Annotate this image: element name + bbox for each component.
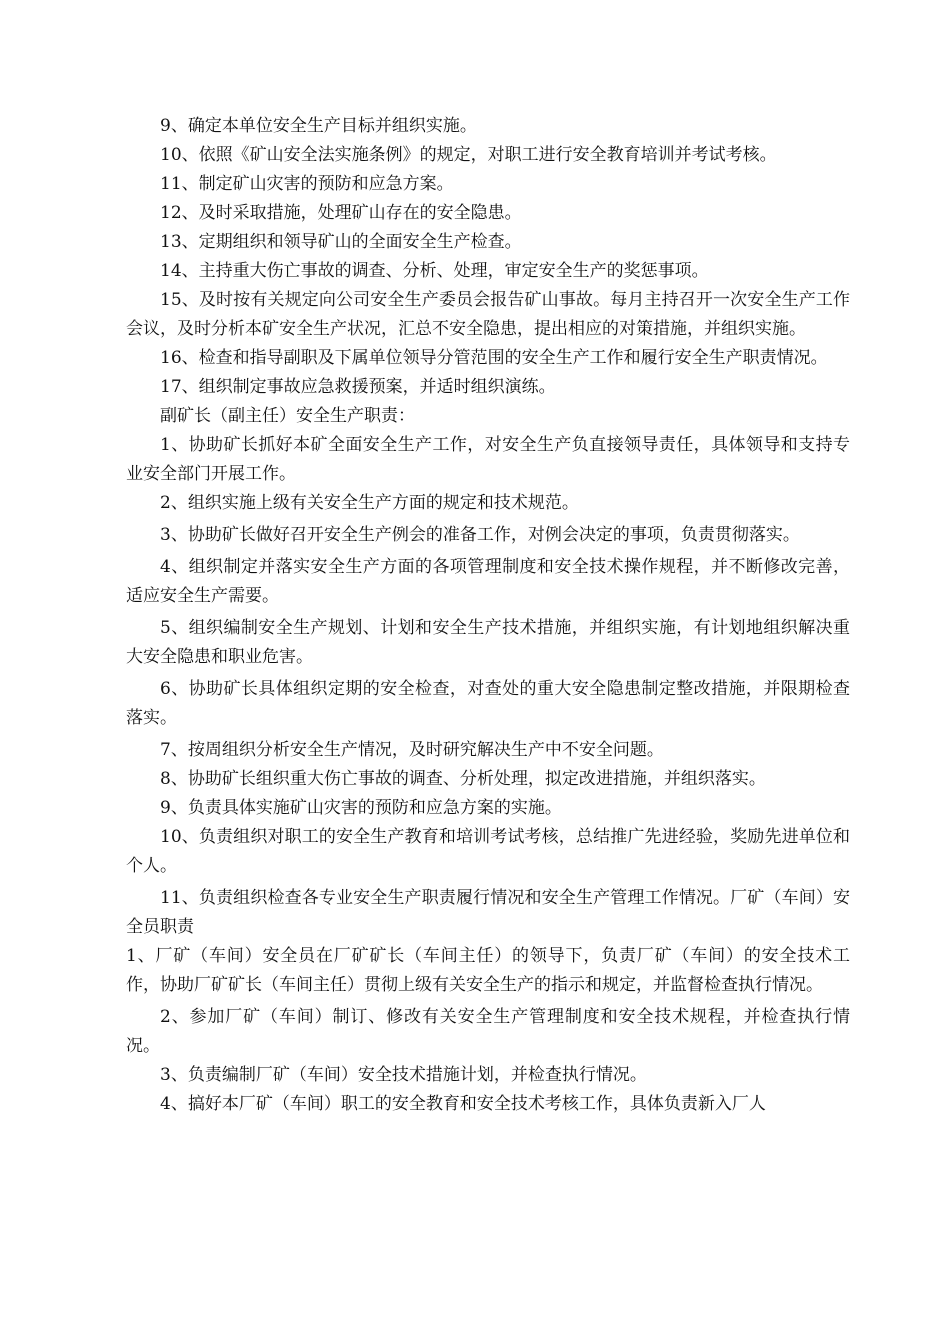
paragraph-item-17: 17、组织制定事故应急救援预案，并适时组织演练。	[160, 377, 556, 397]
safety-officer-duty-4: 4、搞好本厂矿（车间）职工的安全教育和安全技术考核工作，具体负责新入厂人	[160, 1094, 766, 1114]
deputy-duty-7: 7、按周组织分析安全生产情况，及时研究解决生产中不安全问题。	[160, 740, 664, 760]
deputy-duty-2: 2、组织实施上级有关安全生产方面的规定和技术规范。	[160, 493, 579, 513]
safety-officer-duty-2: 2、参加厂矿（车间）制订、修改有关安全生产管理制度和安全技术规程，并检查执行情况。	[126, 1007, 850, 1056]
paragraph-item-14: 14、主持重大伤亡事故的调查、分析、处理，审定安全生产的奖惩事项。	[160, 261, 709, 281]
deputy-duty-3: 3、协助矿长做好召开安全生产例会的准备工作，对例会决定的事项，负责贯彻落实。	[160, 525, 800, 545]
deputy-duty-1: 1、协助矿长抓好本矿全面安全生产工作，对安全生产负直接领导责任，具体领导和支持专业安全部门开展工作。	[126, 435, 850, 484]
safety-officer-duty-3: 3、负责编制厂矿（车间）安全技术措施计划，并检查执行情况。	[160, 1065, 647, 1085]
deputy-duty-10: 10、负责组织对职工的安全生产教育和培训考试考核，总结推广先进经验，奖励先进单位和个人。	[126, 827, 850, 876]
deputy-duty-4: 4、组织制定并落实安全生产方面的各项管理制度和安全技术操作规程，并不断修改完善，适应安全生产需要。	[126, 557, 850, 606]
paragraph-item-12: 12、及时采取措施，处理矿山存在的安全隐患。	[160, 203, 522, 223]
section-heading-deputy-director: 副矿长（副主任）安全生产职责：	[160, 406, 415, 426]
deputy-duty-11: 11、负责组织检查各专业安全生产职责履行情况和安全生产管理工作情况。厂矿（车间）安全员职责	[126, 888, 850, 937]
deputy-duty-9: 9、负责具体实施矿山灾害的预防和应急方案的实施。	[160, 798, 562, 818]
paragraph-item-15: 15、及时按有关规定向公司安全生产委员会报告矿山事故。每月主持召开一次安全生产工作会议，及时分析本矿安全生产状况，汇总不安全隐患，提出相应的对策措施，并组织实施。	[126, 290, 850, 339]
paragraph-item-9: 9、确定本单位安全生产目标并组织实施。	[160, 116, 477, 136]
document-body	[126, 112, 850, 1119]
paragraph-item-10: 10、依照《矿山安全法实施条例》的规定，对职工进行安全教育培训并考试考核。	[160, 145, 777, 165]
deputy-duty-6: 6、协助矿长具体组织定期的安全检查，对查处的重大安全隐患制定整改措施，并限期检查落实。	[126, 679, 850, 728]
safety-officer-duty-1: 1、厂矿（车间）安全员在厂矿矿长（车间主任）的领导下，负责厂矿（车间）的安全技术工作，协助厂矿矿长（车间主任）贯彻上级有关安全生产的指示和规定，并监督检查执行情况。	[126, 946, 850, 995]
paragraph-item-13: 13、定期组织和领导矿山的全面安全生产检查。	[160, 232, 522, 252]
paragraph-item-16: 16、检查和指导副职及下属单位领导分管范围的安全生产工作和履行安全生产职责情况。	[160, 348, 828, 368]
deputy-duty-8: 8、协助矿长组织重大伤亡事故的调查、分析处理，拟定改进措施，并组织落实。	[160, 769, 766, 789]
deputy-duty-5: 5、组织编制安全生产规划、计划和安全生产技术措施，并组织实施，有计划地组织解决重大安全隐患和职业危害。	[126, 618, 850, 667]
paragraph-item-11: 11、制定矿山灾害的预防和应急方案。	[160, 174, 454, 194]
